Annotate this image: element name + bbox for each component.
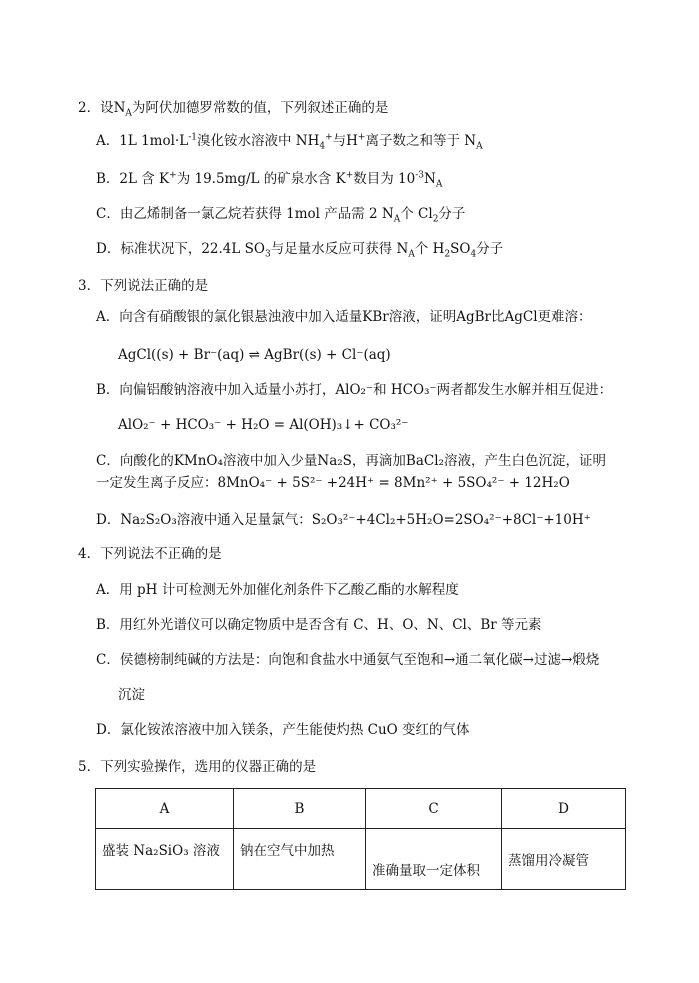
q4-option-b: B．用红外光谱仪可以确定物质中是否含有 C、H、O、N、Cl、Br 等元素 (96, 617, 542, 633)
q2-option-d: D．标准状况下，22.4L $SO_3$与足量水反应可获得 $N_A$个 $H_2SO_4$分子 (96, 241, 504, 260)
q5-table (95, 788, 626, 890)
q2-stem: 2．设$N_A$为阿伏加德罗常数的值，下列叙述正确的是 (78, 100, 389, 119)
q3-stem: 3．下列说法正确的是 (78, 278, 209, 294)
table-cell-b: 钠在空气中加热 (234, 829, 366, 890)
q5-stem: 5．下列实验操作，选用的仪器正确的是 (78, 759, 317, 775)
q3-option-d: D．Na₂S₂O₃溶液中通入足量氯气：S₂O₃²⁻+4Cl₂+5H₂O=2SO₄²⁻+8Cl⁻+10H⁺ (96, 512, 591, 528)
q2-option-a: A．1L $1mol\cdot L^{-1}$溴化铵水溶液中 $NH_4^+$与H+离子数之和等于 $N_A$ (96, 132, 483, 152)
table-header-c: C (366, 789, 502, 829)
table-cell-a: 盛装 Na₂SiO₃ 溶液 (96, 829, 234, 890)
q4-option-d: D．氯化铵浓溶液中加入镁条，产生能使灼热 CuO 变红的气体 (96, 722, 470, 738)
table-header-d: D (502, 789, 626, 829)
table-header-b: B (234, 789, 366, 829)
q3-option-a-equation: AgCl((s) + Br⁻(aq) ⇌ AgBr((s) + Cl⁻(aq) (118, 347, 391, 363)
q3-option-a: A．向含有硝酸银的氯化银悬浊液中加入适量KBr溶液，证明AgBr比AgCl更难溶： (96, 309, 592, 325)
q4-stem: 4．下列说法不正确的是 (78, 546, 222, 562)
q4-option-c-continued: 沉淀 (118, 687, 145, 703)
table-header-a: A (96, 789, 234, 829)
q3-option-c: C．向酸化的KMnO₄溶液中加入少量Na₂S，再滴加BaCl₂溶液，产生白色沉淀，证明 (96, 453, 606, 469)
q4-option-c: C．侯德榜制纯碱的方法是：向饱和食盐水中通氨气至饱和→通二氧化碳→过滤→煅烧 (96, 652, 600, 668)
table-row (96, 829, 626, 890)
q3-option-c-equation: 一定发生离子反应：8MnO₄⁻ + 5S²⁻ +24H⁺ = 8Mn²⁺ + 5SO₄²⁻ + 12H₂O (96, 475, 570, 491)
table-cell-c: 准确量取一定体积 (366, 829, 502, 890)
table-header-row (96, 789, 626, 829)
q4-option-a: A．用 pH 计可检测无外加催化剂条件下乙酸乙酯的水解程度 (96, 582, 459, 598)
q2-option-b: B．2L 含 K+为 19.5mg/L 的矿泉水含 K+数目为 $10^{-3}N_A$ (96, 170, 443, 190)
table-cell-d: 蒸馏用冷凝管 (502, 829, 626, 890)
q2-option-c: C．由乙烯制备一氯乙烷若获得 1mol 产品需 2 $N_A$个 $Cl_2$分子 (96, 206, 466, 225)
q3-option-b-equation: AlO₂⁻ + HCO₃⁻ + H₂O = Al(OH)₃↓+ CO₃²⁻ (118, 417, 409, 433)
q3-option-b: B．向偏铝酸钠溶液中加入适量小苏打，AlO₂⁻和 HCO₃⁻两者都发生水解并相互促进： (96, 382, 613, 398)
